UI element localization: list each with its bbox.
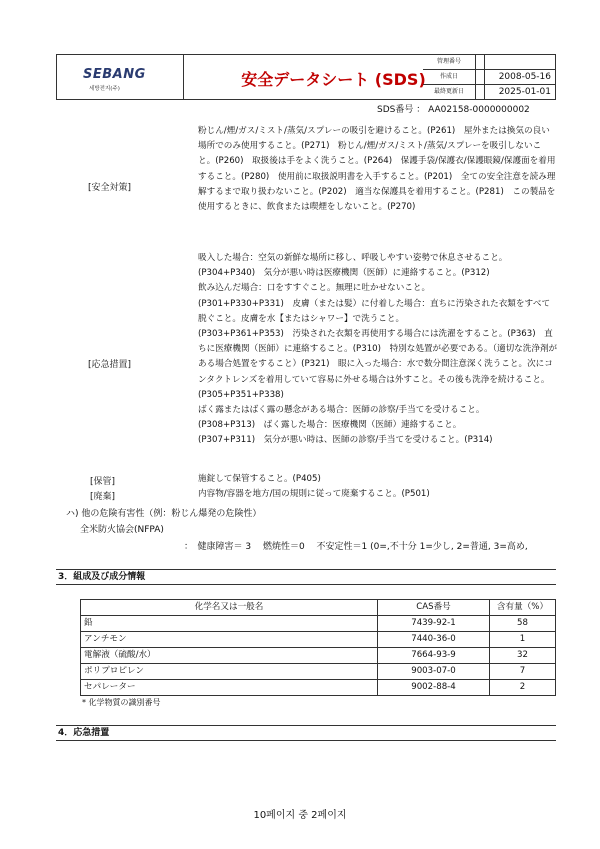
- table-row: [81, 664, 556, 680]
- page-footer: 10페이지 중 2페이지: [253, 810, 347, 821]
- sds-number: SDS番号 ： AA02158-0000000002: [377, 105, 530, 115]
- section-4-title: 4．応急措置: [58, 728, 110, 738]
- cas-note: * 化学物質の識別番号: [82, 698, 161, 707]
- safety-label: [安全対策]: [88, 183, 132, 193]
- cas-number: 7664-93-9: [378, 648, 490, 664]
- document-title: 安全データシート (SDS): [241, 70, 426, 89]
- nfpa-label: 全米防火協会(NFPA): [80, 525, 164, 535]
- section-3-header: [56, 569, 556, 585]
- document-header: [56, 54, 556, 100]
- column-header: 化学名又は一般名: [81, 600, 378, 616]
- logo-subtext: 세방전지(주): [89, 86, 120, 92]
- cas-number: 7440-36-0: [378, 632, 490, 648]
- cas-number: 9003-07-0: [378, 664, 490, 680]
- emergency-text: 吸入した場合：空気の新鮮な場所に移し、呼吸しやすい姿勢で休息させること。(P304+P340) 気分が悪い時は医療機関（医師）に連絡すること。(P312) 飲み込んだ場合：口をすすぐこと。無理に吐かせないこと。 (P301+P330+P331) 皮膚（または髪）に付着した場合：直ちに汚染された衣類をすべて脱ぐこと。皮膚を水【またはシャワー】で洗うこと。 (P303+P361+P353) 汚染された衣類を再使用する場合には洗濯をすること。(P363) 直ちに医療機関（医師）に連絡すること。(P310) 特別な処置が必要である。（適切な洗浄剤がある場合処置をすること）(P321) 眼に入った場合：水で数分間注意深く洗うこと。次にコンタクトレンズを着用していて容易に外せる場合は外すこと。その後も洗浄を続けること。(P305+P351+P338) ばく露またはばく露の懸念がある場合：医師の診察/手当てを受けること。 (P308+P313) ばく露した場合：医療機関（医師）連絡すること。 (P307+P311) 気分が悪い時は、医師の診察/手当てを受けること。(P314): [198, 253, 558, 446]
- content-percent: 32: [490, 648, 556, 664]
- disposal-label: [廃棄]: [90, 492, 116, 502]
- storage-label: [保管]: [90, 477, 116, 487]
- chemical-name: アンチモン: [81, 632, 378, 648]
- safety-text: 粉じん/煙/ガス/ミスト/蒸気/スプレーの吸引を避けること。(P261) 屋外または換気の良い場所でのみ使用すること。(P271) 粉じん/煙/ガス/ミスト/蒸気/スプレーを吸引しないこと。(P260) 取扱後は手をよく洗うこと。(P264) 保護手袋/保護衣/保護眼鏡/保護面を着用すること。(P280) 使用前に取扱説明書を入手すること。(P201) 全ての安全注意を読み理解するまで取り扱わないこと。(P202) 適当な保護具を着用すること。(P281) この製品を使用するときに、飲食または喫煙をしないこと。(P270): [198, 126, 556, 213]
- chemical-name: 電解液（硫酸/水）: [81, 648, 378, 664]
- meta-row-updated-date: [423, 85, 555, 99]
- meta-label: 最終更新日: [423, 85, 476, 99]
- table-header-row: [81, 600, 556, 616]
- section-4-header: [56, 725, 556, 741]
- meta-value: 2025-01-01: [498, 87, 551, 97]
- chemical-name: ポリプロピレン: [81, 664, 378, 680]
- chemical-name: 鉛: [81, 616, 378, 632]
- meta-label: 管理番号: [423, 55, 476, 69]
- chemical-name: セパレーター: [81, 680, 378, 696]
- meta-row-management-number: [423, 55, 555, 70]
- company-logo: [57, 55, 184, 99]
- column-header: 含有量（%）: [490, 600, 556, 616]
- storage-text: 施錠して保管すること。(P405): [198, 474, 321, 484]
- table-row: [81, 616, 556, 632]
- content-percent: 58: [490, 616, 556, 632]
- table-row: [81, 680, 556, 696]
- meta-row-created-date: [423, 70, 555, 85]
- other-hazards: ハ) 他の危険有害性（例：粉じん爆発の危険性）: [66, 509, 262, 519]
- emergency-label: [応急措置]: [88, 360, 132, 370]
- content-percent: 2: [490, 680, 556, 696]
- table-row: [81, 632, 556, 648]
- content-percent: 1: [490, 632, 556, 648]
- composition-table: [80, 599, 556, 696]
- section-3-title: 3．組成及び成分情報: [58, 572, 146, 582]
- content-percent: 7: [490, 664, 556, 680]
- meta-value: [475, 55, 555, 69]
- cas-number: 7439-92-1: [378, 616, 490, 632]
- meta-cell: [433, 55, 555, 99]
- cas-number: 9002-88-4: [378, 680, 490, 696]
- meta-value: 2008-05-16: [498, 72, 551, 82]
- column-header: CAS番号: [378, 600, 490, 616]
- meta-label: 作成日: [423, 70, 476, 84]
- logo-text: SEBANG: [83, 67, 146, 82]
- nfpa-value: ： 健康障害＝ 3 燃焼性＝0 不安定性＝1 (0=,不十分 1=少し, 2=普通, 3=高め,: [184, 542, 528, 552]
- table-row: [81, 648, 556, 664]
- disposal-text: 内容物/容器を地方/国の規則に従って廃棄すること。(P501): [198, 489, 430, 499]
